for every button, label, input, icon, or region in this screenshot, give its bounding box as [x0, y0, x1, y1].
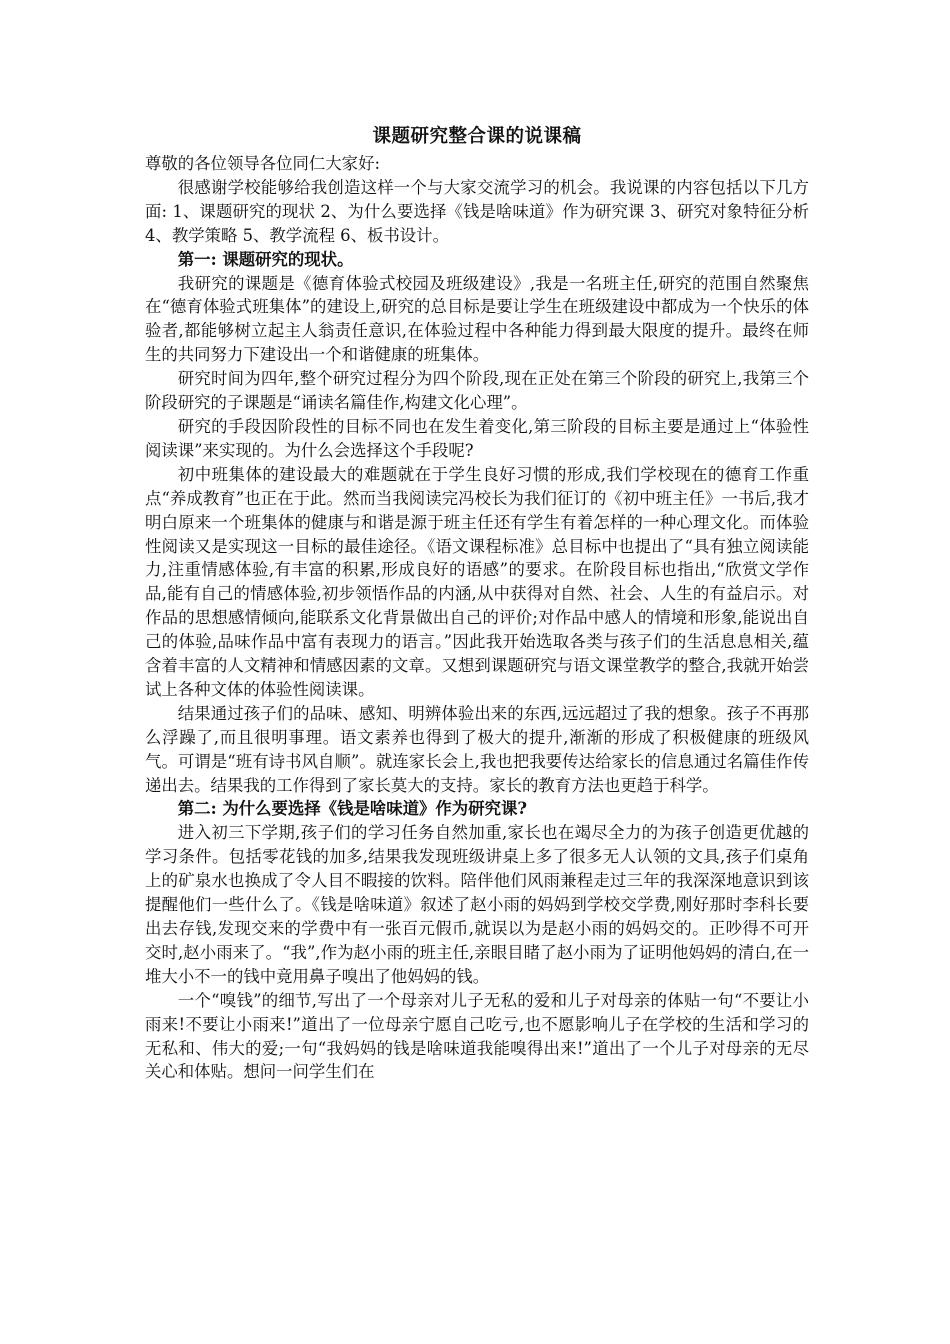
paragraph: 初中班集体的建设最大的难题就在于学生良好习惯的形成,我们学校现在的德育工作重点“养成教育”也正在于此。然而当我阅读完冯校长为我们征订的《初中班主任》一书后,我才明白原来一个班集体的健康与和谐是源于班主任还有学生有着怎样的一种心理文化。而体验性阅读又是实现这一目标的最佳途径。《语文课程标准》总目标中也提出了“具有独立阅读能力,注重情感体验,有丰富的积累,形成良好的语感”的要求。在阶段目标也指出,“欣赏文学作品,能有自己的情感体验,初步领悟作品的内涵,从中获得对自然、社会、人生的有益启示。对作品的思想感情倾向,能联系文化背景做出自己的评价;对作品中感人的情境和形象,能说出自己的体验,品味作品中富有表现力的语言。”因此我开始选取各类与孩子们的生活息息相关,蕴含着丰富的人文精神和情感因素的文章。又想到课题研究与语文课堂教学的整合,我就开始尝试上各种文体的体验性阅读课。 — [145, 464, 809, 699]
paragraph: 进入初三下学期,孩子们的学习任务自然加重,家长也在竭尽全力的为孩子创造更优越的学习条件。包括零花钱的加多,结果我发现班级讲桌上多了很多无人认领的文具,孩子们桌角上的矿泉水也换成了令人目不暇接的饮料。陪伴他们风雨兼程走过三年的我深深地意识到该提醒他们一些什么了。《钱是啥味道》叙述了赵小雨的妈妈到学校交学费,刚好那时李科长要出去存钱,发现交来的学费中有一张百元假币,就误以为是赵小雨的妈妈交的。正吵得不可开交时,赵小雨来了。“我”,作为赵小雨的班主任,亲眼目睹了赵小雨为了证明他妈妈的清白,在一堆大小不一的钱中竟用鼻子嗅出了他妈妈的钱。 — [145, 823, 809, 986]
greeting: 尊敬的各位领导各位同仁大家好: — [145, 154, 380, 173]
document-page — [145, 122, 809, 1084]
document-title: 课题研究整合课的说课稿 — [372, 126, 582, 147]
paragraph: 一个“嗅钱”的细节,写出了一个母亲对儿子无私的爱和儿子对母亲的体贴一句“不要让小雨来!不要让小雨来!”道出了一位母亲宁愿自己吃亏,也不愿影响儿子在学校的生活和学习的无私和、伟大的爱;一句“我妈妈的钱是啥味道我能嗅得出来!”道出了一个儿子对母亲的无尽关心和体贴。想问一问学生们在 — [145, 990, 809, 1082]
section-2-heading: 第二: 为什么要选择《钱是啥味道》作为研究课? — [177, 799, 527, 819]
paragraph: 研究时间为四年,整个研究过程分为四个阶段,现在正处在第三个阶段的研究上,我第三个阶段研究的子课题是“诵读名篇佳作,构建文化心理”。 — [145, 369, 809, 413]
intro-paragraph: 很感谢学校能够给我创造这样一个与大家交流学习的机会。我说课的内容包括以下几方面: 1、课题研究的现状 2、为什么要选择《钱是啥味道》作为研究课 3、研究对象特征分析 4、教学策略 5、教学流程 6、板书设计。 — [145, 177, 809, 245]
paragraph: 我研究的课题是《德育体验式校园及班级建设》,我是一名班主任,研究的范围自然聚焦在“德育体验式班集体”的建设上,研究的总目标是要让学生在班级建设中都成为一个快乐的体验者,都能够树立起主人翁责任意识,在体验过程中各种能力得到最大限度的提升。最终在师生的共同努力下建设出一个和谐健康的班集体。 — [145, 273, 809, 365]
paragraph: 结果通过孩子们的品味、感知、明辨体验出来的东西,远远超过了我的想象。孩子不再那么浮躁了,而且很明事理。语文素养也得到了极大的提升,渐渐的形成了积极健康的班级风气。可谓是“班有诗书风自顺”。就连家长会上,我也把我要传达给家长的信息通过名篇佳作传递出去。结果我的工作得到了家长莫大的支持。家长的教育方法也更趋于科学。 — [145, 703, 809, 795]
paragraph: 研究的手段因阶段性的目标不同也在发生着变化,第三阶段的目标主要是通过上“体验性阅读课”来实现的。为什么会选择这个手段呢? — [145, 416, 809, 460]
section-1-heading: 第一: 课题研究的现状。 — [177, 249, 354, 269]
